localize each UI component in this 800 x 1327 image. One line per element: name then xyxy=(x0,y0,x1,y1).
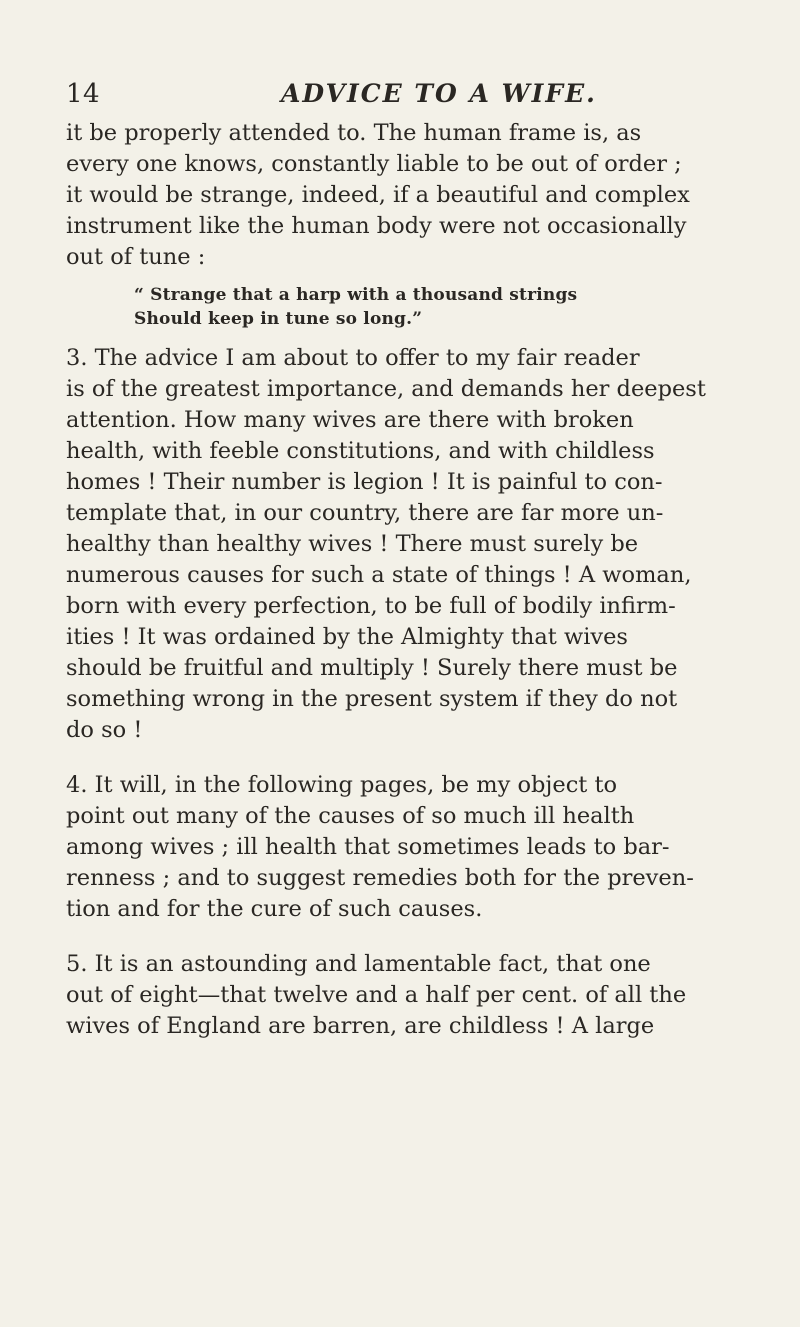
quote-line: “ Strange that a harp with a thousand strings xyxy=(134,285,578,305)
text-line: homes ! Their number is legion ! It is painful to con- xyxy=(66,469,663,495)
quote-line: Should keep in tune so long.” xyxy=(134,309,423,329)
verse-quotation xyxy=(66,283,730,331)
text-line: 4. It will, in the following pages, be my object to xyxy=(66,772,618,798)
paragraph-3 xyxy=(66,343,730,746)
text-line: born with every perfection, to be full of bodily infirm- xyxy=(66,593,676,619)
text-line: tion and for the cure of such causes. xyxy=(66,896,483,922)
text-line: healthy than healthy wives ! There must surely be xyxy=(66,531,639,557)
text-line: do so ! xyxy=(66,717,143,743)
text-line: it be properly attended to. The human frame is, as xyxy=(66,120,642,146)
paragraph-4 xyxy=(66,770,730,925)
text-line: ities ! It was ordained by the Almighty that wives xyxy=(66,624,628,650)
text-line: wives of England are barren, are childless ! A large xyxy=(66,1013,655,1039)
text-line: point out many of the causes of so much ill health xyxy=(66,803,635,829)
text-line: is of the greatest importance, and demands her deepest xyxy=(66,376,706,402)
paragraph-5 xyxy=(66,949,730,1042)
text-line: health, with feeble constitutions, and with childless xyxy=(66,438,655,464)
text-line: every one knows, constantly liable to be out of order ; xyxy=(66,151,682,177)
running-head xyxy=(66,74,726,114)
text-line: attention. How many wives are there with broken xyxy=(66,407,634,433)
text-line: out of eight—that twelve and a half per cent. of all the xyxy=(66,982,687,1008)
text-line: 3. The advice I am about to offer to my fair reader xyxy=(66,345,640,371)
text-line: it would be strange, indeed, if a beautiful and complex xyxy=(66,182,690,208)
text-line: template that, in our country, there are far more un- xyxy=(66,500,664,526)
text-line: instrument like the human body were not occasionally xyxy=(66,213,687,239)
running-title: ADVICE TO A WIFE. xyxy=(281,79,597,108)
page-number: 14 xyxy=(66,79,101,109)
body-text xyxy=(66,118,730,1042)
text-line: among wives ; ill health that sometimes leads to bar- xyxy=(66,834,670,860)
text-line: something wrong in the present system if they do not xyxy=(66,686,678,712)
text-line: out of tune : xyxy=(66,244,206,270)
text-line: 5. It is an astounding and lamentable fact, that one xyxy=(66,951,651,977)
text-line: should be fruitful and multiply ! Surely there must be xyxy=(66,655,678,681)
paragraph-continuation xyxy=(66,118,730,273)
text-line: numerous causes for such a state of things ! A woman, xyxy=(66,562,692,588)
text-line: renness ; and to suggest remedies both for the preven- xyxy=(66,865,694,891)
